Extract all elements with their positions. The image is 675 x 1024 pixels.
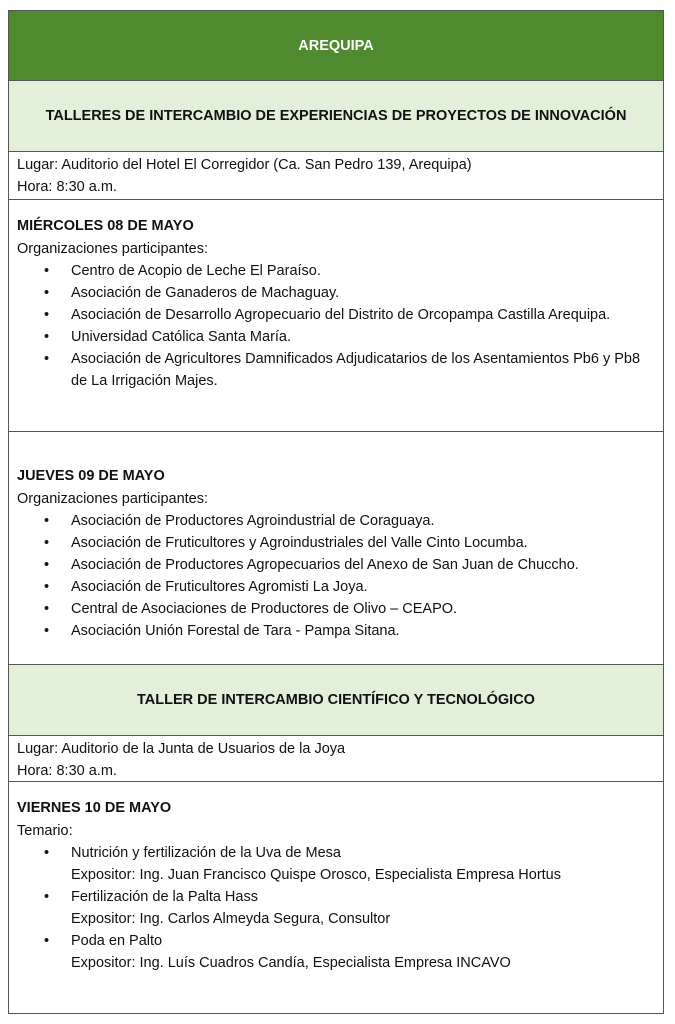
bullet-icon: • bbox=[44, 579, 50, 595]
venue-info bbox=[8, 736, 664, 782]
organization-list bbox=[17, 510, 655, 642]
venue-info bbox=[8, 152, 664, 200]
venue-time: Hora: 8:30 a.m. bbox=[17, 179, 117, 195]
bullet-icon: • bbox=[44, 535, 50, 551]
region-header bbox=[8, 10, 664, 81]
day-title: MIÉRCOLES 08 DE MAYO bbox=[17, 218, 194, 234]
bullet-icon: • bbox=[44, 933, 50, 949]
list-item bbox=[17, 886, 655, 930]
bullet-icon: • bbox=[44, 557, 50, 573]
list-item bbox=[17, 930, 655, 974]
day-title: VIERNES 10 DE MAYO bbox=[17, 800, 172, 816]
day-section-thursday bbox=[8, 432, 664, 665]
list-item: • Asociación de Agricultores Damnificados Adjudicatarios de los Asentamientos Pb6 y Pb8 de La Irrigación Majes. bbox=[17, 348, 655, 392]
organization-list bbox=[17, 260, 655, 392]
day-title: JUEVES 09 DE MAYO bbox=[17, 468, 165, 484]
list-item: • Asociación de Fruticultores y Agroindustriales del Valle Cinto Locumba. bbox=[17, 532, 655, 554]
topic-speaker: Expositor: Ing. Luís Cuadros Candía, Especialista Empresa INCAVO bbox=[71, 955, 511, 971]
topic-list bbox=[17, 842, 655, 974]
bullet-icon: • bbox=[44, 845, 50, 861]
list-item: • Asociación de Productores Agropecuarios del Anexo de San Juan de Chuccho. bbox=[17, 554, 655, 576]
day-section-wednesday bbox=[8, 200, 664, 432]
venue-location: Lugar: Auditorio de la Junta de Usuarios de la Joya bbox=[17, 741, 346, 757]
bullet-icon: • bbox=[44, 329, 50, 345]
workshop-header bbox=[8, 81, 664, 152]
schedule-document bbox=[8, 10, 664, 1014]
topic-title: Poda en Palto bbox=[71, 933, 163, 949]
list-item: • Universidad Católica Santa María. bbox=[17, 326, 655, 348]
bullet-icon: • bbox=[44, 889, 50, 905]
workshop-title: TALLERES DE INTERCAMBIO DE EXPERIENCIAS DE PROYECTOS DE INNOVACIÓN bbox=[45, 108, 627, 124]
region-title: AREQUIPA bbox=[298, 37, 374, 54]
list-item: • Asociación de Desarrollo Agropecuario del Distrito de Orcopampa Castilla Arequipa. bbox=[17, 304, 655, 326]
day-intro: Organizaciones participantes: bbox=[17, 241, 209, 257]
day-intro: Organizaciones participantes: bbox=[17, 491, 209, 507]
list-item: • Asociación de Fruticultores Agromisti La Joya. bbox=[17, 576, 655, 598]
list-item: • Central de Asociaciones de Productores de Olivo – CEAPO. bbox=[17, 598, 655, 620]
workshop-header bbox=[8, 665, 664, 736]
list-item: • Asociación de Productores Agroindustrial de Coraguaya. bbox=[17, 510, 655, 532]
bullet-icon: • bbox=[44, 263, 50, 279]
list-item: • Centro de Acopio de Leche El Paraíso. bbox=[17, 260, 655, 282]
topic-title: Nutrición y fertilización de la Uva de Mesa bbox=[71, 845, 341, 861]
topic-title: Fertilización de la Palta Hass bbox=[71, 889, 258, 905]
bullet-icon: • bbox=[44, 623, 50, 639]
day-section-friday bbox=[8, 782, 664, 1014]
list-item: • Asociación de Ganaderos de Machaguay. bbox=[17, 282, 655, 304]
list-item: • Asociación Unión Forestal de Tara - Pampa Sitana. bbox=[17, 620, 655, 642]
list-item bbox=[17, 842, 655, 886]
bullet-icon: • bbox=[44, 351, 50, 367]
bullet-icon: • bbox=[44, 285, 50, 301]
day-intro: Temario: bbox=[17, 823, 73, 839]
topic-speaker: Expositor: Ing. Carlos Almeyda Segura, Consultor bbox=[71, 911, 391, 927]
topic-speaker: Expositor: Ing. Juan Francisco Quispe Orosco, Especialista Empresa Hortus bbox=[71, 867, 561, 883]
venue-location: Lugar: Auditorio del Hotel El Corregidor (Ca. San Pedro 139, Arequipa) bbox=[17, 157, 472, 173]
bullet-icon: • bbox=[44, 513, 50, 529]
bullet-icon: • bbox=[44, 601, 50, 617]
bullet-icon: • bbox=[44, 307, 50, 323]
workshop-title: TALLER DE INTERCAMBIO CIENTÍFICO Y TECNOLÓGICO bbox=[137, 692, 535, 708]
venue-time: Hora: 8:30 a.m. bbox=[17, 763, 117, 779]
